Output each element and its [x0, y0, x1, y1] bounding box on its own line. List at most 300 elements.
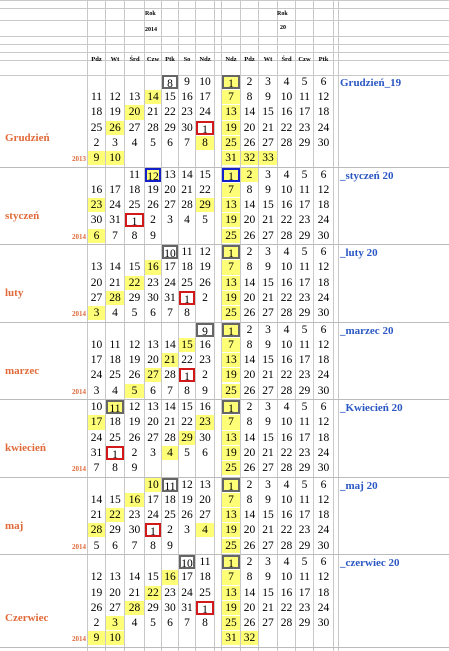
calendar-day-cell: 30 [317, 384, 330, 397]
calendar-day-cell: 20 [243, 369, 256, 382]
calendar-day-cell: 23 [298, 214, 311, 227]
calendar-day-cell: 7 [184, 136, 190, 149]
calendar-day-cell: 14 [243, 431, 256, 444]
calendar-day-cell: 14 [109, 261, 121, 274]
calendar-day-cell: 9 [265, 91, 271, 104]
calendar-day-cell: 23 [298, 446, 311, 459]
calendar-day-cell: 1 [196, 601, 214, 615]
calendar-day-cell: 13 [164, 168, 176, 181]
month-label-right: Grudzień_19 [340, 77, 402, 89]
calendar-day-cell: 21 [109, 276, 121, 289]
calendar-day-cell: 25 [222, 461, 240, 475]
grid-hline [0, 8, 449, 9]
calendar-day-cell: 16 [199, 338, 211, 351]
calendar-day-cell: 13 [147, 401, 159, 414]
calendar-day-cell: 19 [222, 291, 240, 305]
calendar-day-cell: 6 [320, 556, 327, 569]
calendar-day-cell: 6 [167, 136, 173, 149]
day-header: Pdz [91, 56, 102, 63]
calendar-day-cell: 28 [88, 523, 105, 537]
calendar-day-cell: 6 [320, 401, 327, 414]
calendar-day-cell: 18 [317, 199, 330, 212]
grid-hline [0, 44, 449, 45]
month-label-right: _styczeń 20 [340, 169, 394, 182]
calendar-day-cell: 8 [202, 617, 208, 629]
calendar-day-cell: 13 [90, 261, 103, 274]
calendar-day-cell: 12 [145, 168, 161, 182]
calendar-day-cell: 22 [106, 508, 124, 522]
calendar-day-cell: 6 [320, 478, 327, 491]
calendar-day-cell: 22 [280, 524, 293, 537]
calendar-day-cell: 6 [320, 168, 327, 181]
calendar-day-cell: 3 [93, 384, 100, 397]
calendar-day-cell: 14 [243, 586, 256, 599]
calendar-day-cell: 27 [145, 368, 161, 382]
calendar-day-cell: 26 [243, 539, 256, 552]
calendar-day-cell: 4 [283, 556, 290, 569]
calendar-day-cell: 23 [199, 354, 211, 367]
calendar-day-cell: 6 [112, 539, 118, 552]
year-label: 2014 [72, 542, 86, 551]
calendar-day-cell: 28 [147, 121, 159, 134]
calendar-day-cell: 20 [243, 121, 256, 134]
calendar-day-cell: 30 [128, 524, 141, 537]
calendar-day-cell: 2 [246, 401, 253, 414]
calendar-day-cell: 23 [164, 586, 176, 599]
calendar-day-cell: 25 [199, 586, 211, 599]
calendar-day-cell: 30 [317, 617, 330, 629]
calendar-day-cell: 3 [265, 323, 271, 336]
day-header: Ndz [199, 56, 211, 63]
calendar-day-cell: 12 [90, 571, 103, 584]
calendar-day-cell: 3 [184, 524, 190, 537]
calendar-day-cell: 9 [265, 416, 271, 429]
calendar-day-cell: 24 [90, 431, 103, 444]
calendar-day-cell: 4 [112, 384, 118, 397]
calendar-day-cell: 17 [181, 571, 193, 584]
calendar-day-cell: 16 [280, 276, 293, 289]
calendar-day-cell: 29 [298, 462, 311, 474]
calendar-day-cell: 26 [147, 199, 159, 212]
calendar-day-cell: 12 [199, 246, 211, 259]
calendar-day-cell: 29 [147, 601, 159, 614]
calendar-day-cell: 3 [150, 446, 156, 459]
calendar-day-cell: 26 [243, 617, 256, 629]
calendar-day-cell: 17 [298, 106, 311, 119]
calendar-day-cell: 23 [181, 106, 193, 119]
calendar-day-cell: 23 [298, 291, 311, 304]
calendar-day-cell: 16 [181, 91, 193, 104]
calendar-day-cell: 30 [164, 601, 176, 614]
calendar-day-cell: 29 [298, 307, 311, 319]
calendar-day-cell: 8 [150, 539, 156, 552]
calendar-day-cell: 8 [246, 91, 253, 104]
calendar-day-cell: 8 [184, 384, 190, 397]
calendar-day-cell: 27 [164, 199, 176, 212]
calendar-day-cell: 2 [246, 76, 253, 88]
calendar-day-cell: 16 [145, 260, 161, 274]
calendar-day-cell: 19 [222, 446, 240, 460]
calendar-day-cell: 27 [90, 291, 103, 304]
calendar-day-cell: 2 [246, 556, 253, 569]
month-label-right: _marzec 20 [340, 324, 394, 337]
calendar-day-cell: 28 [280, 617, 293, 629]
calendar-day-cell: 20 [164, 183, 176, 196]
calendar-day-cell: 24 [181, 586, 193, 599]
year-value-left: 2014 [145, 27, 157, 33]
calendar-day-cell: 14 [145, 90, 161, 104]
calendar-day-cell: 23 [147, 276, 159, 289]
calendar-day-cell: 15 [109, 493, 121, 506]
calendar-day-cell: 12 [317, 91, 330, 104]
calendar-day-cell: 19 [222, 368, 240, 382]
calendar-day-cell: 9 [265, 338, 271, 351]
calendar-day-cell: 22 [280, 369, 293, 382]
calendar-day-cell: 11 [298, 183, 311, 196]
calendar-day-cell: 25 [181, 276, 193, 289]
month-label-left: marzec [5, 364, 40, 377]
calendar-day-cell: 13 [222, 508, 240, 522]
calendar-day-cell: 30 [147, 291, 159, 304]
calendar-day-cell: 27 [262, 539, 274, 552]
calendar-day-cell: 4 [184, 214, 190, 227]
calendar-day-cell: 16 [280, 106, 293, 119]
calendar-day-cell: 5 [301, 478, 308, 491]
calendar-day-cell: 30 [199, 431, 211, 444]
calendar-day-cell: 24 [317, 601, 330, 614]
calendar-day-cell: 18 [317, 354, 330, 367]
calendar-day-cell: 4 [283, 401, 290, 414]
calendar-day-cell: 13 [199, 478, 211, 491]
calendar-day-cell: 24 [164, 276, 176, 289]
calendar-day-cell: 11 [90, 91, 103, 104]
calendar-day-cell: 21 [262, 121, 274, 134]
block-separator [0, 647, 449, 648]
calendar-day-cell: 11 [199, 556, 211, 569]
calendar-day-cell: 17 [199, 91, 211, 104]
calendar-day-cell: 29 [196, 198, 214, 212]
calendar-day-cell: 7 [222, 183, 240, 197]
calendar-day-cell: 4 [131, 617, 138, 629]
calendar-day-cell: 4 [283, 478, 290, 491]
calendar-day-cell: 10 [162, 245, 178, 259]
calendar-day-cell: 28 [280, 229, 293, 242]
calendar-day-cell: 1 [222, 478, 240, 492]
calendar-day-cell: 31 [90, 446, 103, 459]
calendar-day-cell: 15 [262, 106, 274, 119]
calendar-day-cell: 7 [131, 539, 138, 552]
calendar-day-cell: 23 [298, 121, 311, 134]
calendar-day-cell: 18 [317, 509, 330, 522]
calendar-day-cell: 5 [301, 168, 308, 181]
calendar-day-cell: 15 [262, 509, 274, 522]
calendar-day-cell: 12 [317, 571, 330, 584]
calendar-day-cell: 10 [90, 401, 103, 414]
calendar-day-cell: 9 [265, 261, 271, 274]
calendar-day-cell: 18 [109, 416, 121, 429]
calendar-day-cell: 2 [150, 214, 156, 227]
calendar-day-cell: 24 [317, 291, 330, 304]
calendar-day-cell: 16 [280, 509, 293, 522]
day-header: Ptk [318, 56, 329, 63]
calendar-day-cell: 20 [90, 276, 103, 289]
month-label-left: kwiecień [5, 442, 46, 455]
calendar-day-cell: 24 [109, 199, 121, 212]
calendar-day-cell: 11 [298, 493, 311, 506]
calendar-day-cell: 19 [181, 493, 193, 506]
calendar-day-cell: 20 [243, 446, 256, 459]
calendar-day-cell: 11 [181, 246, 193, 259]
calendar-day-cell: 3 [265, 246, 271, 259]
calendar-day-cell: 27 [199, 509, 211, 522]
calendar-day-cell: 18 [164, 493, 176, 506]
calendar-day-cell: 7 [222, 493, 240, 507]
calendar-day-cell: 30 [317, 136, 330, 149]
month-label-left: maj [5, 519, 24, 532]
calendar-day-cell: 29 [298, 617, 311, 629]
calendar-day-cell: 7 [184, 617, 190, 629]
calendar-day-cell: 31 [181, 601, 193, 614]
calendar-day-cell: 29 [298, 229, 311, 242]
calendar-day-cell: 6 [202, 446, 208, 459]
day-header: Wt [263, 56, 273, 63]
calendar-day-cell: 5 [301, 76, 308, 88]
year-label-left: Rok [145, 11, 156, 17]
calendar-day-cell: 4 [283, 323, 290, 336]
calendar-day-cell: 19 [128, 416, 141, 429]
calendar-day-cell: 12 [317, 261, 330, 274]
calendar-day-cell: 28 [181, 199, 193, 212]
calendar-day-cell: 15 [147, 571, 159, 584]
calendar-day-cell: 3 [265, 401, 271, 414]
calendar-day-cell: 3 [265, 478, 271, 491]
calendar-day-cell: 9 [265, 571, 271, 584]
calendar-day-cell: 17 [88, 415, 105, 429]
calendar-day-cell: 12 [128, 338, 141, 351]
calendar-day-cell: 26 [90, 601, 103, 614]
year-value-right: 20 [280, 25, 286, 31]
calendar-day-cell: 26 [199, 276, 211, 289]
calendar-day-cell: 5 [184, 446, 190, 459]
calendar-day-cell: 5 [150, 136, 156, 149]
calendar-day-cell: 31 [222, 151, 240, 165]
calendar-day-cell: 17 [298, 431, 311, 444]
calendar-day-cell: 33 [259, 151, 277, 165]
calendar-day-cell: 15 [164, 91, 176, 104]
grid-hline [0, 36, 449, 37]
calendar-day-cell: 2 [167, 524, 173, 537]
calendar-day-cell: 3 [88, 306, 105, 320]
calendar-day-cell: 18 [109, 354, 121, 367]
calendar-day-cell: 9 [202, 384, 208, 397]
calendar-day-cell: 14 [164, 338, 176, 351]
calendar-day-cell: 17 [147, 493, 159, 506]
calendar-day-cell: 28 [280, 462, 293, 474]
calendar-day-cell: 20 [109, 586, 121, 599]
calendar-day-cell: 1 [125, 213, 144, 227]
calendar-day-cell: 29 [298, 136, 311, 149]
calendar-day-cell: 27 [109, 601, 121, 614]
calendar-day-cell: 10 [280, 183, 293, 196]
calendar-day-cell: 23 [298, 369, 311, 382]
calendar-day-cell: 15 [128, 261, 141, 274]
calendar-day-cell: 4 [162, 446, 178, 460]
calendar-day-cell: 21 [128, 586, 141, 599]
calendar-day-cell: 10 [90, 338, 103, 351]
calendar-day-cell: 15 [262, 431, 274, 444]
calendar-day-cell: 8 [246, 261, 253, 274]
calendar-day-cell: 5 [202, 214, 208, 227]
calendar-day-cell: 19 [109, 106, 121, 119]
calendar-day-cell: 26 [243, 307, 256, 319]
calendar-day-cell: 22 [164, 106, 176, 119]
calendar-day-cell: 8 [246, 493, 253, 506]
calendar-day-cell: 10 [280, 493, 293, 506]
calendar-day-cell: 23 [298, 524, 311, 537]
calendar-day-cell: 17 [298, 276, 311, 289]
calendar-day-cell: 30 [181, 121, 193, 134]
calendar-day-cell: 13 [222, 353, 240, 367]
calendar-day-cell: 22 [199, 183, 211, 196]
calendar-day-cell: 22 [181, 416, 193, 429]
calendar-day-cell: 8 [246, 416, 253, 429]
calendar-day-cell: 9 [88, 631, 105, 645]
calendar-day-cell: 27 [147, 431, 159, 444]
calendar-day-cell: 22 [125, 276, 144, 290]
calendar-day-cell: 2 [246, 246, 253, 259]
calendar-day-cell: 24 [317, 369, 330, 382]
day-header: Śrd [129, 56, 140, 63]
calendar-day-cell: 10 [280, 261, 293, 274]
calendar-day-cell: 20 [147, 354, 159, 367]
calendar-day-cell: 29 [164, 121, 176, 134]
grid-hline [0, 52, 449, 53]
calendar-day-cell: 6 [150, 307, 156, 319]
calendar-day-cell: 2 [246, 323, 253, 336]
calendar-day-cell: 5 [301, 246, 308, 259]
calendar-day-cell: 27 [128, 121, 141, 134]
calendar-day-cell: 30 [317, 307, 330, 319]
calendar-day-cell: 20 [125, 105, 144, 119]
day-header: Ndz [225, 56, 237, 63]
calendar-day-cell: 6 [167, 617, 173, 629]
calendar-day-cell: 32 [241, 631, 258, 645]
calendar-day-cell: 25 [222, 306, 240, 320]
calendar-day-cell: 25 [109, 369, 121, 382]
calendar-day-cell: 13 [128, 91, 141, 104]
calendar-day-cell: 5 [301, 401, 308, 414]
calendar-day-cell: 6 [88, 229, 105, 243]
calendar-day-cell: 10 [280, 91, 293, 104]
calendar-day-cell: 3 [167, 214, 173, 227]
calendar-day-cell: 28 [280, 307, 293, 319]
calendar-day-cell: 26 [243, 136, 256, 149]
calendar-day-cell: 14 [243, 354, 256, 367]
month-label-left: Grudzień [5, 132, 50, 145]
calendar-day-cell: 19 [90, 586, 103, 599]
calendar-day-cell: 11 [298, 261, 311, 274]
calendar-day-cell: 28 [280, 384, 293, 397]
calendar-day-cell: 9 [150, 229, 156, 242]
calendar-day-cell: 7 [93, 462, 100, 474]
calendar-day-cell: 21 [90, 509, 103, 522]
calendar-day-cell: 16 [125, 493, 144, 507]
calendar-day-cell: 26 [243, 384, 256, 397]
calendar-day-cell: 23 [128, 509, 141, 522]
calendar-day-cell: 11 [106, 400, 124, 414]
calendar-day-cell: 21 [262, 369, 274, 382]
calendar-day-cell: 25 [109, 431, 121, 444]
calendar-day-cell: 12 [109, 91, 121, 104]
calendar-day-cell: 26 [243, 462, 256, 474]
calendar-day-cell: 32 [241, 151, 258, 165]
calendar-day-cell: 4 [131, 136, 138, 149]
calendar-day-cell: 10 [106, 631, 124, 645]
calendar-day-cell: 2 [241, 168, 258, 182]
calendar-day-cell: 26 [106, 121, 124, 135]
calendar-day-cell: 13 [222, 431, 240, 445]
calendar-day-cell: 20 [243, 214, 256, 227]
calendar-day-cell: 4 [283, 76, 290, 88]
calendar-day-cell: 10 [199, 76, 211, 88]
calendar-day-cell: 12 [317, 416, 330, 429]
calendar-day-cell: 17 [164, 261, 176, 274]
calendar-day-cell: 15 [262, 586, 274, 599]
calendar-day-cell: 1 [145, 523, 161, 537]
calendar-day-cell: 18 [128, 183, 141, 196]
calendar-day-cell: 17 [298, 509, 311, 522]
calendar-day-cell: 23 [196, 415, 214, 429]
calendar-day-cell: 7 [222, 415, 240, 429]
calendar-day-cell: 1 [222, 400, 240, 414]
calendar-day-cell: 12 [317, 338, 330, 351]
calendar-day-cell: 1 [222, 75, 240, 89]
calendar-day-cell: 9 [88, 151, 105, 165]
calendar-day-cell: 6 [320, 323, 327, 336]
calendar-day-cell: 29 [179, 431, 195, 445]
calendar-day-cell: 3 [112, 136, 118, 149]
calendar-day-cell: 20 [243, 291, 256, 304]
calendar-day-cell: 22 [280, 601, 293, 614]
calendar-day-cell: 21 [262, 214, 274, 227]
calendar-day-cell: 19 [222, 601, 240, 615]
calendar-day-cell: 7 [167, 307, 173, 319]
calendar-day-cell: 14 [243, 509, 256, 522]
calendar-day-cell: 12 [181, 478, 193, 491]
calendar-day-cell: 30 [317, 462, 330, 474]
calendar-day-cell: 11 [162, 478, 178, 492]
calendar-day-cell: 19 [128, 354, 141, 367]
day-header: Ptk [165, 56, 175, 63]
day-header: Czw [298, 56, 311, 63]
calendar-day-cell: 24 [317, 446, 330, 459]
calendar-day-cell: 11 [109, 338, 121, 351]
calendar-day-cell: 2 [246, 478, 253, 491]
calendar-day-cell: 26 [128, 431, 141, 444]
calendar-day-cell: 25 [90, 121, 103, 134]
calendar-day-cell: 25 [222, 229, 240, 243]
calendar-day-cell: 15 [179, 338, 195, 352]
calendar-day-cell: 11 [128, 168, 141, 181]
calendar-day-cell: 18 [317, 431, 330, 444]
day-header: Wt [110, 56, 120, 63]
calendar-day-cell: 8 [162, 75, 178, 89]
month-label-left: luty [5, 287, 24, 300]
calendar-day-cell: 19 [199, 261, 211, 274]
calendar-day-cell: 24 [90, 369, 103, 382]
calendar-day-cell: 27 [262, 462, 274, 474]
calendar-day-cell: 28 [280, 539, 293, 552]
